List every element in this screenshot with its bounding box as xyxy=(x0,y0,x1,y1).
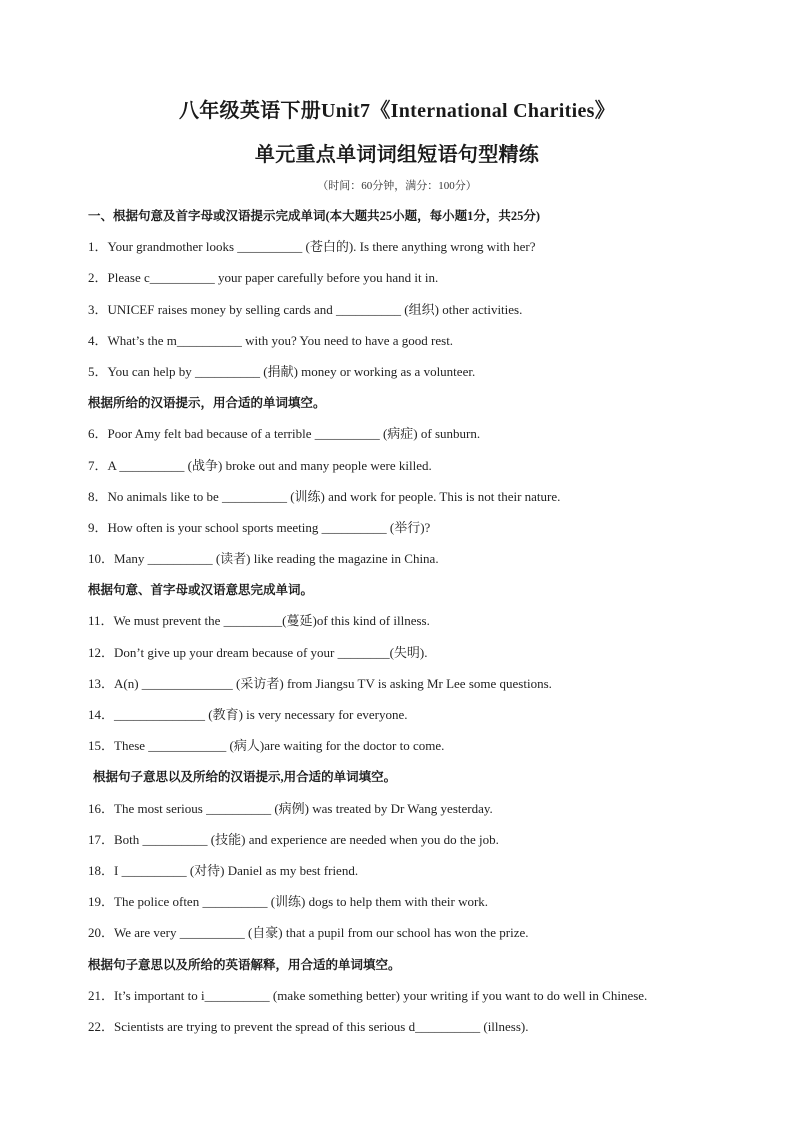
question-text: UNICEF raises money by selling cards and __________ (组织) other activities. xyxy=(107,301,523,317)
question-number: 4． xyxy=(88,332,108,348)
section-heading: 根据句子意思以及所给的英语解释，用合适的单词填空。 xyxy=(88,957,401,972)
question-item xyxy=(88,674,728,705)
question-text: It’s important to i__________ (make something better) your writing if you want to do well in Chinese. xyxy=(114,987,648,1003)
question-text: Please c__________ your paper carefully before you hand it in. xyxy=(107,270,439,286)
question-number: 17． xyxy=(88,831,115,847)
question-text: These ____________ (病人)are waiting for the doctor to come. xyxy=(114,738,445,754)
question-item xyxy=(88,456,728,487)
question-item xyxy=(88,986,728,1017)
question-item xyxy=(88,518,728,549)
section-heading: 根据句子意思以及所给的汉语提示,用合适的单词填空。 xyxy=(93,770,397,785)
question-text: The police often __________ (训练) dogs to help them with their work. xyxy=(114,894,489,910)
question-text: A(n) ______________ (采访者) from Jiangsu TV is asking Mr Lee some questions. xyxy=(114,675,552,691)
section-heading: 一、根据句意及首字母或汉语提示完成单词(本大题共25小题，每小题1分，共25分) xyxy=(88,209,541,223)
question-item xyxy=(88,892,728,923)
question-text: Don’t give up your dream because of your ________(失明). xyxy=(114,644,428,660)
question-number: 14． xyxy=(88,707,115,722)
question-text: You can help by __________ (捐献) money or working as a volunteer. xyxy=(107,363,476,379)
question-text: Both __________ (技能) and experience are needed when you do the job. xyxy=(114,831,499,847)
question-item xyxy=(88,424,728,455)
question-item xyxy=(88,268,728,299)
question-number: 9． xyxy=(88,519,108,535)
page-title: 八年级英语下册Unit7《International Charities》 xyxy=(178,100,616,122)
question-item xyxy=(88,331,728,362)
question-item xyxy=(88,549,728,580)
question-item xyxy=(88,830,728,861)
question-number: 12． xyxy=(88,644,115,660)
question-text: Many __________ (读者) like reading the magazine in China. xyxy=(114,551,439,567)
question-text: I __________ (对待) Daniel as my best friend. xyxy=(114,862,359,878)
question-number: 2． xyxy=(88,270,108,286)
section-heading: 根据句意、首字母或汉语意思完成单词。 xyxy=(88,583,314,598)
question-number: 19． xyxy=(88,894,115,910)
question-number: 3． xyxy=(88,301,108,317)
question-text: How often is your school sports meeting __________ (举行)? xyxy=(107,519,431,535)
question-item xyxy=(88,643,728,674)
question-number: 18． xyxy=(88,862,115,878)
question-text: We must prevent the _________(蔓延)of this kind of illness. xyxy=(113,613,430,629)
question-item xyxy=(88,611,728,642)
question-number: 15． xyxy=(88,738,115,754)
question-text: Your grandmother looks __________ (苍白的). Is there anything wrong with her? xyxy=(107,239,536,255)
question-number: 6． xyxy=(88,426,108,442)
question-number: 1． xyxy=(88,239,108,255)
question-number: 11． xyxy=(88,613,114,629)
question-text: ______________ (教育) is very necessary for everyone. xyxy=(114,707,408,722)
exam-info: （时间：60分钟，满分：100分） xyxy=(317,180,477,192)
question-text: Scientists are trying to prevent the spread of this serious d__________ (illness). xyxy=(114,1018,529,1034)
question-item xyxy=(88,1017,728,1048)
question-number: 8． xyxy=(88,488,108,504)
question-number: 7． xyxy=(88,457,108,473)
question-item xyxy=(88,362,728,393)
question-number: 13． xyxy=(88,675,115,691)
question-number: 5． xyxy=(88,363,108,379)
question-list xyxy=(88,206,728,1048)
question-text: The most serious __________ (病例) was treated by Dr Wang yesterday. xyxy=(114,800,493,816)
section-heading: 根据所给的汉语提示，用合适的单词填空。 xyxy=(88,396,326,411)
question-item xyxy=(88,736,728,767)
page-subtitle-title: 单元重点单词词组短语句型精练 xyxy=(254,144,540,166)
question-text: What’s the m__________ with you? You need to have a good rest. xyxy=(107,332,454,348)
question-number: 21． xyxy=(88,987,115,1003)
question-item xyxy=(88,487,728,518)
question-text: A __________ (战争) broke out and many people were killed. xyxy=(107,457,432,473)
question-item xyxy=(88,799,728,830)
question-number: 20． xyxy=(88,925,115,941)
question-item xyxy=(88,705,728,736)
question-item xyxy=(88,300,728,331)
question-item xyxy=(88,923,728,954)
question-number: 10． xyxy=(88,551,115,567)
question-text: No animals like to be __________ (训练) and work for people. This is not their nature. xyxy=(107,488,561,504)
question-item xyxy=(88,237,728,268)
question-text: We are very __________ (自豪) that a pupil from our school has won the prize. xyxy=(114,925,529,941)
question-item xyxy=(88,861,728,892)
question-text: Poor Amy felt bad because of a terrible __________ (病症) of sunburn. xyxy=(107,426,481,442)
question-number: 22． xyxy=(88,1018,115,1034)
question-number: 16． xyxy=(88,800,115,816)
